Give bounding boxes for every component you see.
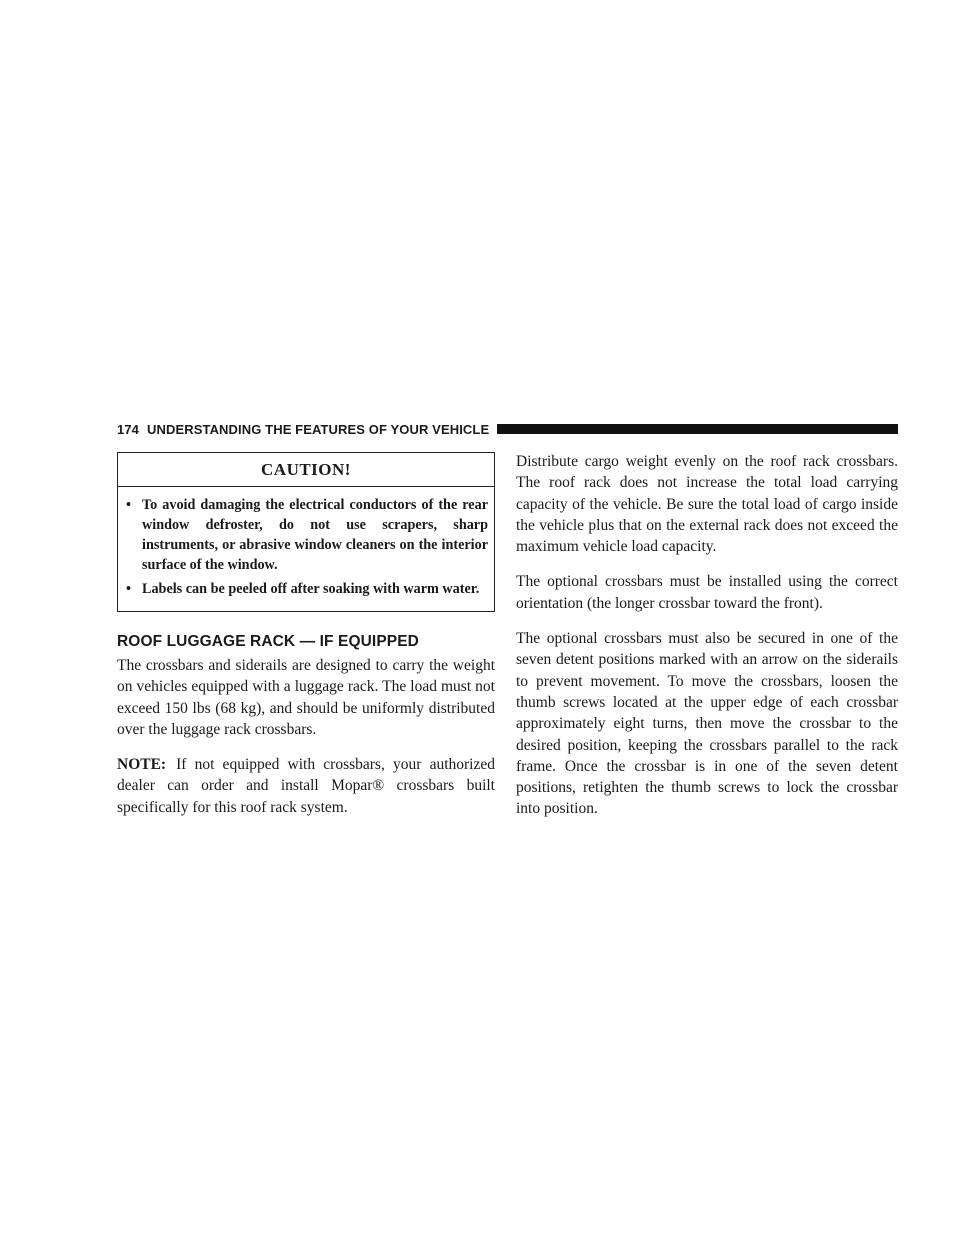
caution-item-text: Labels can be peeled off after soaking with warm water.: [142, 581, 480, 597]
note-text: If not equipped with crossbars, your authorized dealer can order and install Mopar® crossbars built specifically for this roof rack system.: [117, 756, 495, 816]
body-paragraph: The optional crossbars must also be secured in one of the seven detent positions marked with an arrow on the siderails to prevent movement. To move the crossbars, loosen the thumb screws located at the upper edge of each crossbar approximately eight turns, then move the crossbar to the desired position, keeping the crossbars parallel to the rack frame. Once the crossbar is in one of the seven detent positions, retighten the thumb screws to lock the crossbar into position.: [516, 630, 898, 818]
section-heading: ROOF LUGGAGE RACK — IF EQUIPPED: [117, 633, 419, 650]
caution-item: [118, 495, 488, 575]
chapter-title: UNDERSTANDING THE FEATURES OF YOUR VEHICLE: [147, 421, 490, 437]
section-paragraph: The crossbars and siderails are designed to carry the weight on vehicles equipped with a luggage rack. The load must not exceed 150 lbs (68 kg), and should be uniformly distributed over the luggage rack crossbars.: [117, 657, 495, 738]
page-header: [117, 418, 898, 440]
bullet-icon: •: [126, 581, 131, 597]
page-number: 174: [117, 421, 139, 437]
caution-box: [117, 452, 495, 612]
note-paragraph: [117, 754, 495, 818]
left-column: [117, 452, 495, 832]
header-rule: [497, 424, 898, 434]
caution-title: CAUTION!: [118, 453, 494, 487]
caution-item-text: To avoid damaging the electrical conductors of the rear window defroster, do not use scrapers, sharp instruments, or abrasive window cleaners on the interior surface of the window.: [142, 497, 488, 573]
note-label: NOTE:: [117, 756, 167, 774]
caution-item: [118, 579, 488, 599]
bullet-icon: •: [126, 497, 131, 513]
body-paragraph: Distribute cargo weight evenly on the roof rack crossbars. The roof rack does not increase the total load carrying capacity of the vehicle. Be sure the total load of cargo inside the vehicle plus that on the external rack does not exceed the maximum vehicle load capacity.: [516, 453, 898, 556]
right-column: [516, 451, 898, 834]
body-paragraph: The optional crossbars must be installed using the correct orientation (the longer crossbar toward the front).: [516, 573, 898, 612]
caution-list: [118, 487, 494, 611]
